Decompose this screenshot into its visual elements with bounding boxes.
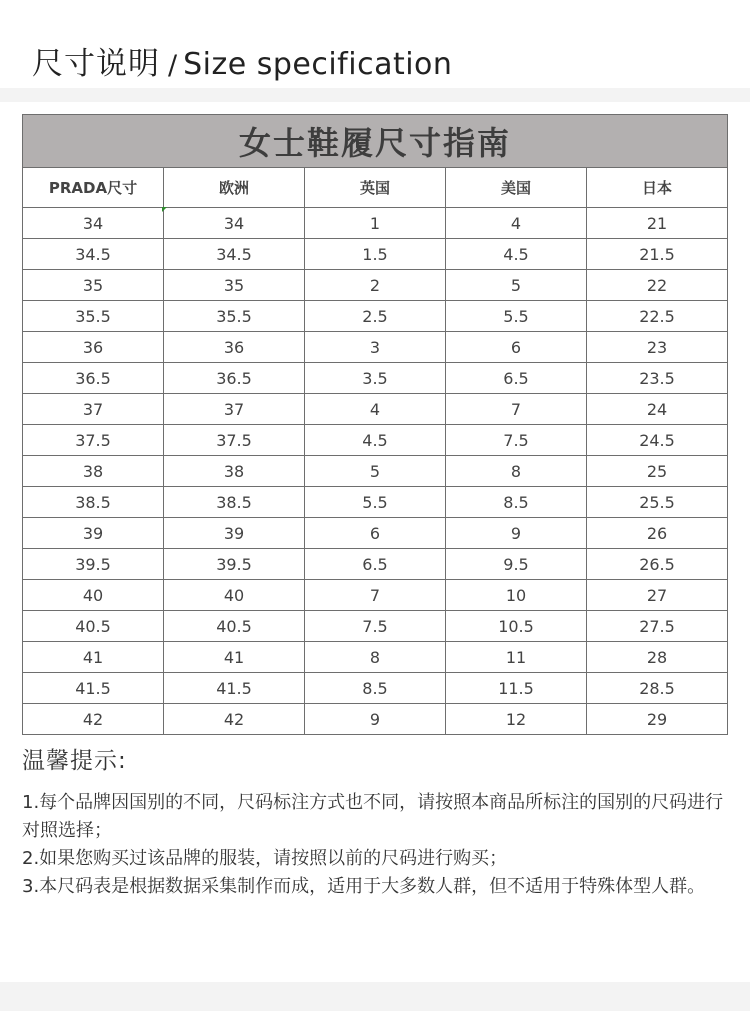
top-divider-band (0, 88, 750, 102)
table-row (23, 239, 728, 270)
cell-eu-size: 36.5 (164, 363, 305, 394)
cell-prada-size: 35 (23, 270, 164, 301)
cell-prada-size: 38 (23, 456, 164, 487)
cell-eu-size: 36 (164, 332, 305, 363)
cell-prada-size: 34.5 (23, 239, 164, 270)
cell-eu-size: 37 (164, 394, 305, 425)
cell-eu-size: 35.5 (164, 301, 305, 332)
cell-uk-size: 6 (305, 518, 446, 549)
cell-us-size: 5 (446, 270, 587, 301)
cell-jp-size: 23 (587, 332, 728, 363)
cell-jp-size: 28.5 (587, 673, 728, 704)
cell-us-size: 11 (446, 642, 587, 673)
column-header-uk: 英国 (305, 168, 446, 208)
cell-eu-size: 39 (164, 518, 305, 549)
cell-uk-size: 8 (305, 642, 446, 673)
cell-us-size: 8 (446, 456, 587, 487)
cell-prada-size: 40.5 (23, 611, 164, 642)
table-row (23, 425, 728, 456)
table-caption: 女士鞋履尺寸指南 (23, 115, 728, 168)
cell-us-size: 9.5 (446, 549, 587, 580)
page-header (0, 0, 750, 88)
cell-us-size: 5.5 (446, 301, 587, 332)
cell-uk-size: 6.5 (305, 549, 446, 580)
tip-line-2: 2.如果您购买过该品牌的服装，请按照以前的尺码进行购买； (22, 848, 508, 869)
cell-us-size: 11.5 (446, 673, 587, 704)
cell-eu-size: 40.5 (164, 611, 305, 642)
page-title-chinese: 尺寸说明 (32, 46, 160, 82)
cell-uk-size: 1 (305, 208, 446, 239)
cell-jp-size: 29 (587, 704, 728, 735)
cell-prada-size: 34 (23, 208, 164, 239)
size-chart-table (22, 114, 728, 735)
cell-jp-size: 24.5 (587, 425, 728, 456)
table-row (23, 642, 728, 673)
cell-us-size: 10.5 (446, 611, 587, 642)
cell-jp-size: 27.5 (587, 611, 728, 642)
table-row (23, 549, 728, 580)
cell-eu-size: 35 (164, 270, 305, 301)
cell-prada-size: 41 (23, 642, 164, 673)
cell-uk-size: 3.5 (305, 363, 446, 394)
cell-uk-size: 4.5 (305, 425, 446, 456)
tips-section (22, 742, 734, 901)
cell-uk-size: 4 (305, 394, 446, 425)
cell-eu-size: 42 (164, 704, 305, 735)
table-row (23, 363, 728, 394)
table-row (23, 487, 728, 518)
table-body (23, 208, 728, 735)
table-row (23, 704, 728, 735)
tip-line-1: 1.每个品牌因国别的不同，尺码标注方式也不同，请按照本商品所标注的国别的尺码进行对照选择； (22, 792, 724, 841)
cell-prada-size: 40 (23, 580, 164, 611)
table-row (23, 301, 728, 332)
bottom-divider-band (0, 982, 750, 1011)
cell-us-size: 9 (446, 518, 587, 549)
cell-prada-size: 41.5 (23, 673, 164, 704)
title-separator: / (168, 50, 178, 81)
cell-eu-size: 40 (164, 580, 305, 611)
cell-jp-size: 25.5 (587, 487, 728, 518)
table-row (23, 456, 728, 487)
cell-eu-size: 38 (164, 456, 305, 487)
table-row (23, 580, 728, 611)
cell-uk-size: 8.5 (305, 673, 446, 704)
cell-prada-size: 37 (23, 394, 164, 425)
cell-us-size: 6.5 (446, 363, 587, 394)
cell-prada-size: 38.5 (23, 487, 164, 518)
cell-uk-size: 2 (305, 270, 446, 301)
cell-jp-size: 24 (587, 394, 728, 425)
column-header-prada: PRADA尺寸 (23, 168, 164, 208)
cell-eu-size: 37.5 (164, 425, 305, 456)
tips-title: 温馨提示: (22, 748, 127, 774)
cell-uk-size: 9 (305, 704, 446, 735)
table-row (23, 611, 728, 642)
page-title (32, 38, 452, 82)
cell-uk-size: 7 (305, 580, 446, 611)
cell-eu-size: 39.5 (164, 549, 305, 580)
cell-us-size: 10 (446, 580, 587, 611)
cell-jp-size: 27 (587, 580, 728, 611)
cell-uk-size: 2.5 (305, 301, 446, 332)
table-row (23, 270, 728, 301)
cell-us-size: 12 (446, 704, 587, 735)
cell-us-size: 4.5 (446, 239, 587, 270)
cell-jp-size: 22 (587, 270, 728, 301)
cell-eu-size: 34.5 (164, 239, 305, 270)
table-header-row (23, 168, 728, 208)
cell-uk-size: 3 (305, 332, 446, 363)
table-row (23, 208, 728, 239)
cell-eu-size: 41 (164, 642, 305, 673)
cell-eu-size: 41.5 (164, 673, 305, 704)
cell-uk-size: 7.5 (305, 611, 446, 642)
column-header-eu: 欧洲 (164, 168, 305, 208)
table-row (23, 518, 728, 549)
cell-prada-size: 39 (23, 518, 164, 549)
cell-us-size: 7 (446, 394, 587, 425)
cell-us-size: 7.5 (446, 425, 587, 456)
cell-us-size: 4 (446, 208, 587, 239)
cell-eu-size: 38.5 (164, 487, 305, 518)
tip-line-3: 3.本尺码表是根据数据采集制作而成，适用于大多数人群，但不适用于特殊体型人群。 (22, 876, 706, 897)
column-header-us: 美国 (446, 168, 587, 208)
cell-prada-size: 37.5 (23, 425, 164, 456)
cell-eu-size: 34 (164, 208, 305, 239)
cell-uk-size: 5 (305, 456, 446, 487)
cell-corner-marker (162, 207, 167, 212)
cell-us-size: 6 (446, 332, 587, 363)
cell-prada-size: 35.5 (23, 301, 164, 332)
cell-jp-size: 25 (587, 456, 728, 487)
cell-jp-size: 22.5 (587, 301, 728, 332)
cell-jp-size: 23.5 (587, 363, 728, 394)
table-row (23, 394, 728, 425)
cell-jp-size: 21.5 (587, 239, 728, 270)
cell-jp-size: 21 (587, 208, 728, 239)
cell-jp-size: 28 (587, 642, 728, 673)
cell-prada-size: 42 (23, 704, 164, 735)
column-header-jp: 日本 (587, 168, 728, 208)
table-row (23, 673, 728, 704)
cell-uk-size: 5.5 (305, 487, 446, 518)
cell-us-size: 8.5 (446, 487, 587, 518)
cell-jp-size: 26 (587, 518, 728, 549)
cell-jp-size: 26.5 (587, 549, 728, 580)
cell-prada-size: 36.5 (23, 363, 164, 394)
cell-uk-size: 1.5 (305, 239, 446, 270)
page-title-english: Size specification (183, 47, 453, 82)
cell-prada-size: 39.5 (23, 549, 164, 580)
cell-prada-size: 36 (23, 332, 164, 363)
table-row (23, 332, 728, 363)
